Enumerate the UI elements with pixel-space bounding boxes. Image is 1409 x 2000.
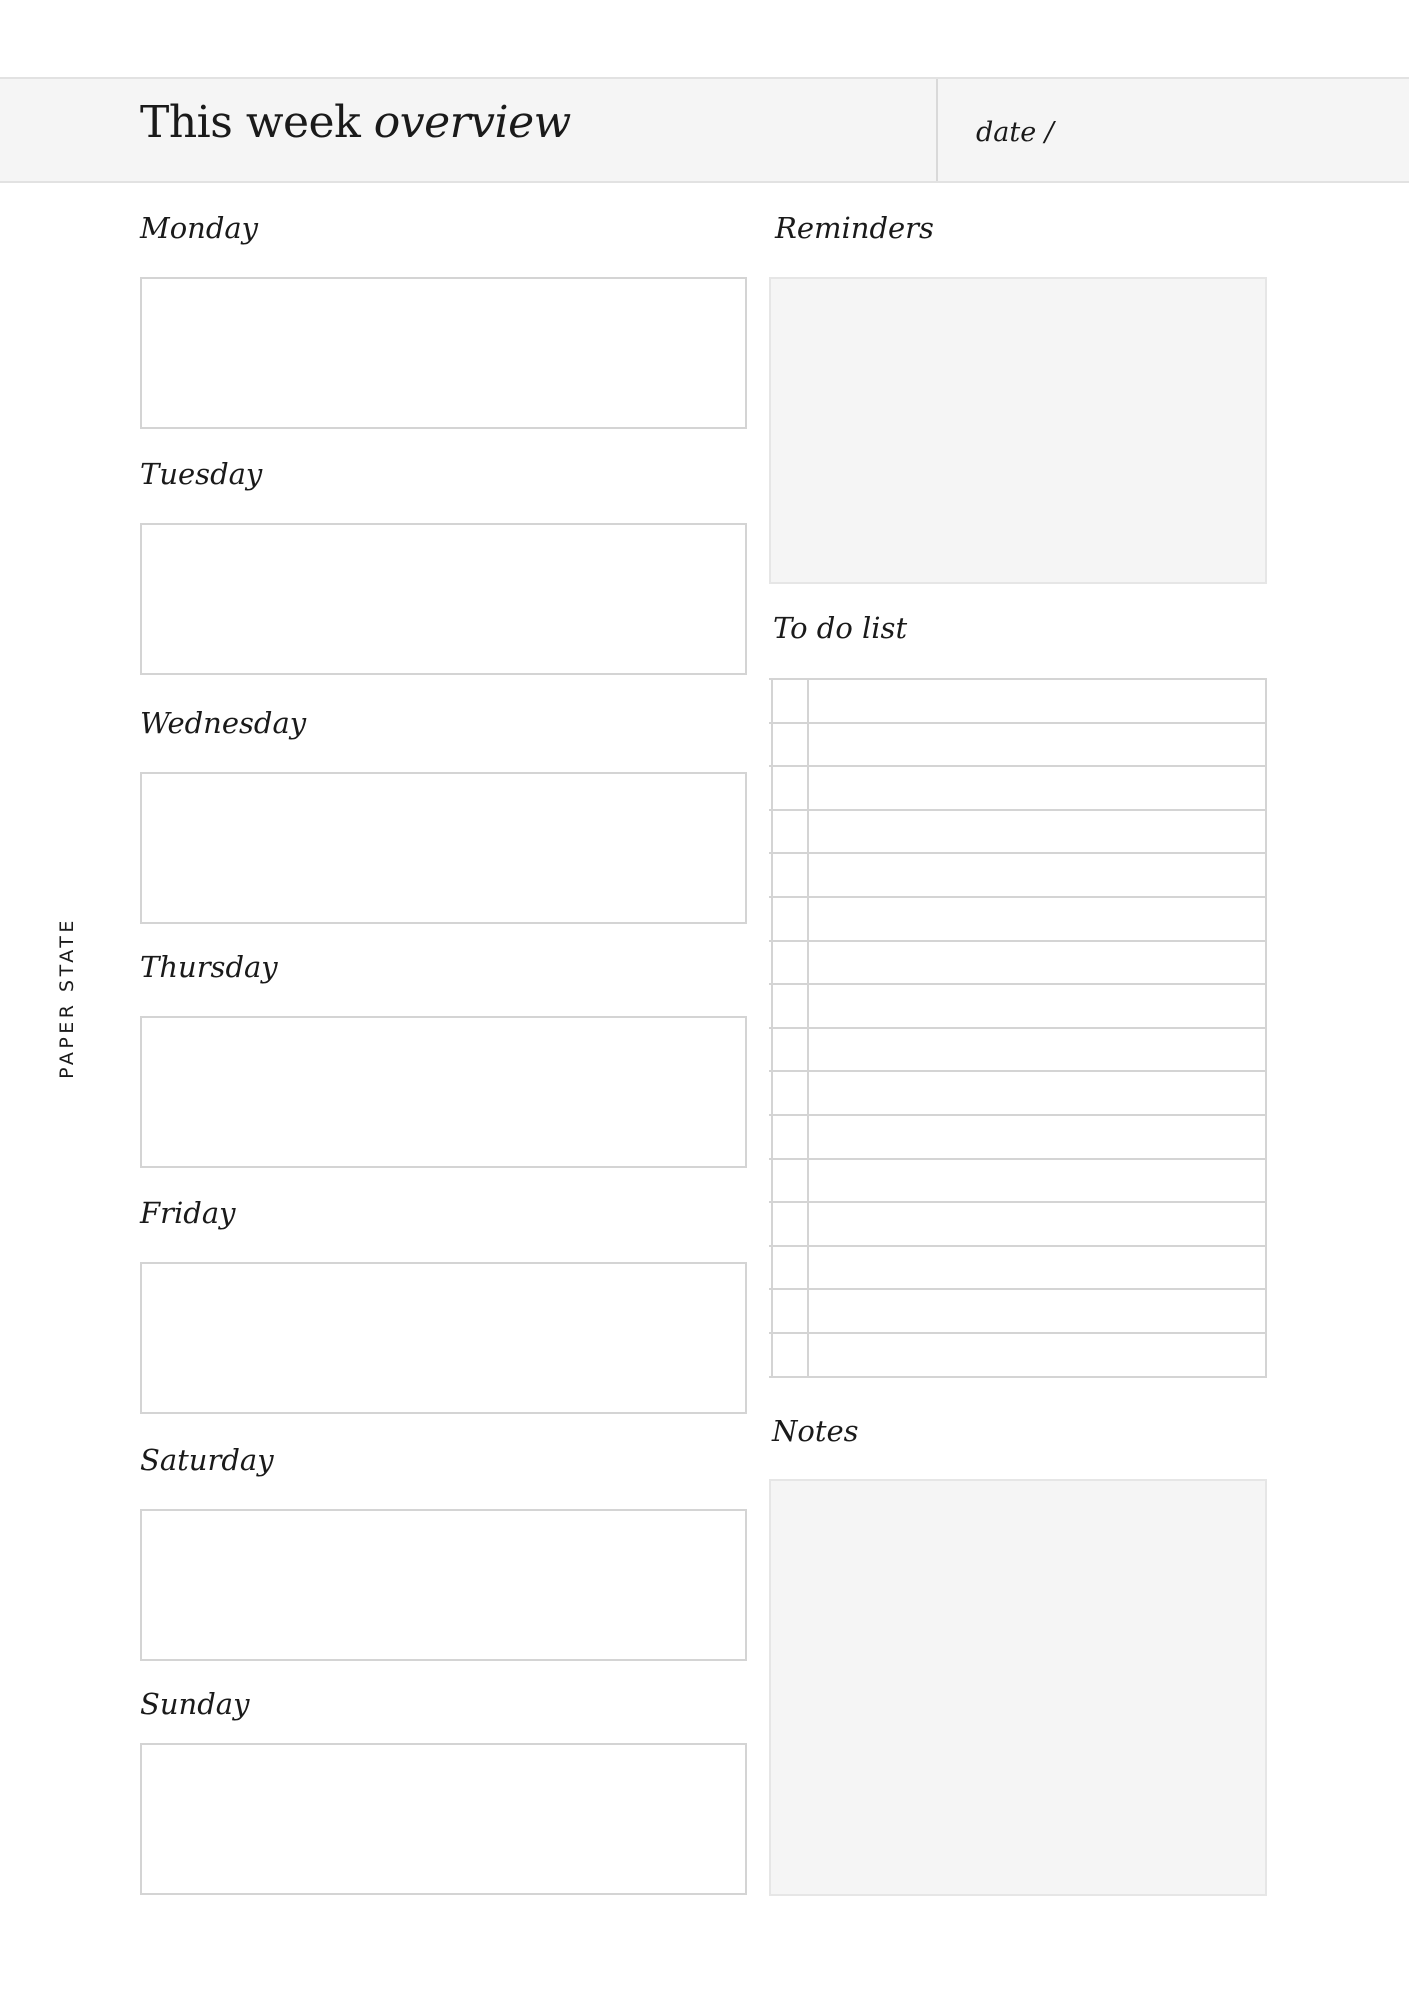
todo-row[interactable] [769,680,1267,724]
todo-checkbox[interactable] [771,767,809,809]
notes-label: Notes [772,1414,859,1448]
tuesday-label: Tuesday [140,457,263,491]
todo-checkbox[interactable] [771,680,809,722]
todo-checkbox[interactable] [771,942,809,984]
sunday-box[interactable] [140,1743,747,1895]
todo-row-edge [1265,767,1267,809]
todo-checkbox[interactable] [771,1029,809,1071]
sunday-label: Sunday [140,1687,250,1721]
header-bar [0,77,1409,183]
todo-checkbox[interactable] [771,1116,809,1158]
todo-row[interactable] [769,1334,1267,1378]
friday-label: Friday [140,1196,236,1230]
todo-checkbox[interactable] [771,898,809,940]
todo-row[interactable] [769,942,1267,986]
todo-row-edge [1265,1029,1267,1071]
saturday-box[interactable] [140,1509,747,1661]
todo-checkbox[interactable] [771,1072,809,1114]
tuesday-box[interactable] [140,523,747,675]
todo-row[interactable] [769,767,1267,811]
todo-checkbox[interactable] [771,854,809,896]
todo-row[interactable] [769,1290,1267,1334]
wednesday-box[interactable] [140,772,747,924]
todo-row[interactable] [769,1203,1267,1247]
notes-box[interactable] [769,1479,1267,1896]
todo-row[interactable] [769,1072,1267,1116]
todo-checkbox[interactable] [771,1290,809,1332]
reminders-box[interactable] [769,277,1267,584]
todo-checkbox[interactable] [771,985,809,1027]
todo-checkbox[interactable] [771,724,809,766]
title-plain: This week [140,97,361,148]
todo-checkbox[interactable] [771,1160,809,1202]
todo-row-edge [1265,811,1267,853]
brand-label: PAPER STATE [56,917,78,1079]
todo-checkbox[interactable] [771,1203,809,1245]
todo-row-edge [1265,1116,1267,1158]
todo-row-edge [1265,1203,1267,1245]
todo-row-edge [1265,1247,1267,1289]
todo-row[interactable] [769,854,1267,898]
date-label: date / [976,117,1054,148]
todo-row[interactable] [769,898,1267,942]
thursday-label: Thursday [140,950,278,984]
friday-box[interactable] [140,1262,747,1414]
wednesday-label: Wednesday [140,706,307,740]
todo-row[interactable] [769,1029,1267,1073]
todo-row[interactable] [769,985,1267,1029]
header-divider [936,79,938,181]
title-italic: overview [373,97,571,148]
todo-row-edge [1265,1160,1267,1202]
todo-row-edge [1265,854,1267,896]
todo-label: To do list [773,611,908,645]
monday-box[interactable] [140,277,747,429]
page-title [140,97,571,148]
todo-row[interactable] [769,1160,1267,1204]
todo-row-edge [1265,1290,1267,1332]
todo-row[interactable] [769,1116,1267,1160]
todo-checkbox[interactable] [771,811,809,853]
todo-checkbox[interactable] [771,1334,809,1376]
todo-row-edge [1265,680,1267,722]
todo-row-edge [1265,942,1267,984]
todo-list [769,678,1267,1378]
todo-row-edge [1265,1072,1267,1114]
saturday-label: Saturday [140,1443,274,1477]
thursday-box[interactable] [140,1016,747,1168]
todo-row-edge [1265,724,1267,766]
todo-checkbox[interactable] [771,1247,809,1289]
todo-row[interactable] [769,724,1267,768]
todo-row[interactable] [769,1247,1267,1291]
todo-row-edge [1265,1334,1267,1376]
monday-label: Monday [140,211,259,245]
reminders-label: Reminders [775,211,934,245]
todo-row-edge [1265,898,1267,940]
todo-row[interactable] [769,811,1267,855]
todo-row-edge [1265,985,1267,1027]
